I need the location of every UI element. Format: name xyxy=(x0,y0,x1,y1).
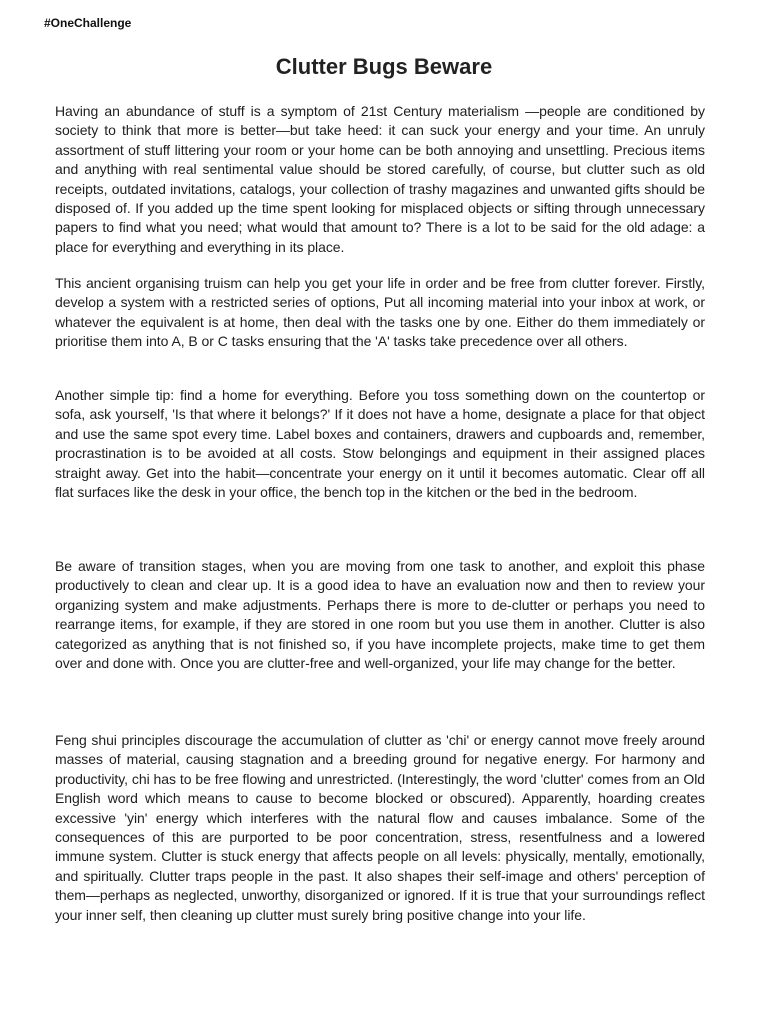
paragraph-4: Be aware of transition stages, when you are moving from one task to another, and exploit this phase productively to clean and clear up. It is a good idea to have an evaluation now and then to review your organizing system and make adjustments. Perhaps there is more to de-clutter or perhaps you need to rearrange items, for example, if they are stored in one room but you use them in another. Clutter is also categorized as anything that is not finished so, if you have incomplete projects, make time to get them over and done with. Once you are clutter-free and well-organized, your life may change for the better. xyxy=(55,558,705,672)
page-title: Clutter Bugs Beware xyxy=(275,54,493,79)
paragraph-5: Feng shui principles discourage the accumulation of clutter as 'chi' or energy cannot move freely around masses of material, causing stagnation and a breeding ground for negative energy. For harmony and productivity, chi has to be free flowing and unrestricted. (Interestingly, the word 'clutter' comes from an Old English word which means to cause to become blocked or obscured). Apparently, hoarding creates excessive 'yin' energy which interferes with the natural flow and causes imbalance. Some of the consequences of this are purported to be poor concentration, stress, resentfulness and a lowered immune system. Clutter is stuck energy that affects people on all levels: physically, mentally, emotionally, and spiritually. Clutter traps people in the past. It also shapes their self-image and others' perception of them—perhaps as neglected, unworthy, disorganized or ignored. If it is true that your surroundings reflect your inner self, then cleaning up clutter must surely bring positive change into your life. xyxy=(55,732,705,923)
paragraph-3: Another simple tip: find a home for everything. Before you toss something down on the countertop or sofa, ask yourself, 'Is that where it belongs?' If it does not have a home, designate a place for that object and use the same spot every time. Label boxes and containers, drawers and cupboards and, remember, procrastination is to be avoided at all costs. Stow belongings and equipment in their assigned places straight away. Get into the habit—concentrate your energy on it until it becomes automatic. Clear off all flat surfaces like the desk in your office, the bench top in the kitchen or the bed in the bedroom. xyxy=(55,387,705,501)
paragraph-2: This ancient organising truism can help you get your life in order and be free from clutter forever. Firstly, develop a system with a restricted series of options, Put all incoming material into your inbox at work, or whatever the equivalent is at home, then deal with the tasks one by one. Either do them immediately or prioritise them into A, B or C tasks ensuring that the 'A' tasks take precedence over all others. xyxy=(55,275,705,350)
paragraph-1: Having an abundance of stuff is a symptom of 21st Century materialism —people are conditioned by society to think that more is better—but take heed: it can suck your energy and your time. An unruly assortment of stuff littering your room or your home can be both annoying and unsettling. Precious items and anything with real sentimental value should be stored carefully, of course, but clutter such as old receipts, outdated invitations, catalogs, your collection of trashy magazines and unwanted gifts should be disposed of. If you added up the time spent looking for misplaced objects or sifting through unnecessary papers to find what you need; what would that amount to? There is a lot to be said for the old adage: a place for everything and everything in its place. xyxy=(55,103,705,255)
hashtag-label: #OneChallenge xyxy=(44,16,132,30)
